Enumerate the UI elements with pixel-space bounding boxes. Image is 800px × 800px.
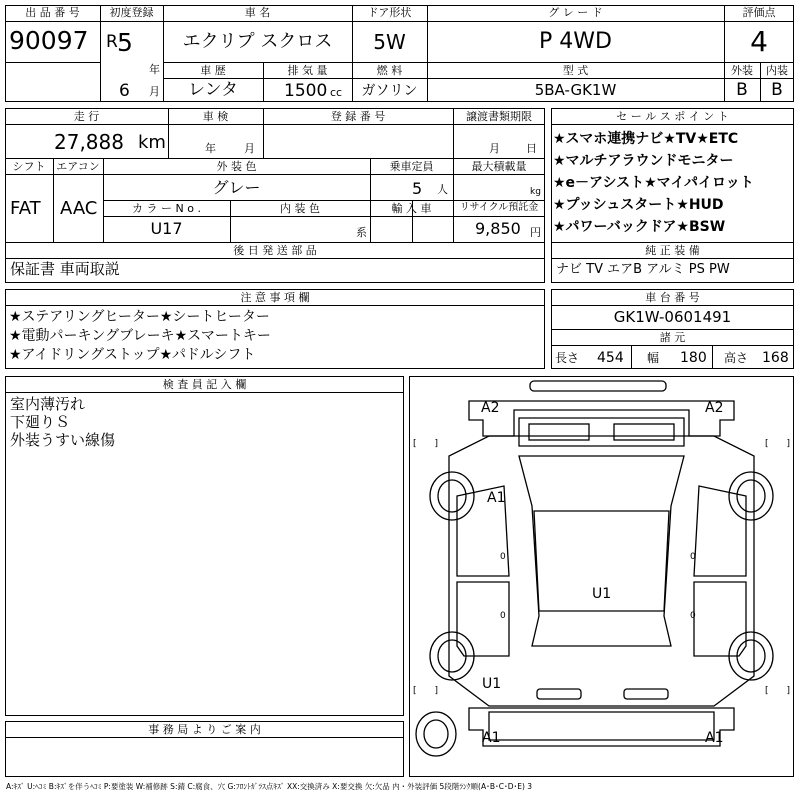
width-label: 幅 [647,351,660,365]
transfer-day-unit: 日 [526,142,537,155]
damage-mark: A1 [487,490,506,506]
selling-point-line: ★マルチアラウンドモニター [553,153,734,169]
inspector-note: 室内薄汚れ [10,395,86,413]
displacement-label: 排 気 量 [287,64,328,77]
cabin-outline [519,456,684,646]
bracket-mark: [ ] [765,686,791,696]
color-number-value: U17 [150,219,183,238]
color-number-label: カ ラ ー N o . [132,202,201,215]
model-value: 5BA-GK1W [534,81,617,99]
displacement-value: 1500 [284,81,328,101]
chassis-number-value: GK1W-0601491 [613,308,732,326]
grade-value: P 4WD [539,29,612,54]
hood-part [519,418,684,446]
max-load-unit: kg [530,187,541,197]
interior-grade-value: B [771,80,783,100]
interior-grade-label: 内装 [766,64,788,77]
damage-mark: A1 [482,730,501,746]
recycle-fee-label: リサイクル預託金 [459,202,539,213]
exterior-color-label: 外 装 色 [216,160,257,173]
width-value: 180 [680,350,707,366]
selling-points-label: セ ー ル ス ポ イ ン ト [616,110,729,123]
transfer-deadline-label: 譲渡書類期限 [466,110,532,123]
max-load-label: 最大積載量 [471,160,527,173]
bracket-mark: [ ] [413,686,439,696]
height-value: 168 [762,350,789,366]
grade-label: グ レ ー ド [548,6,603,19]
ac-value: AAC [60,198,98,219]
spare-wheel-inner [424,720,448,748]
tailgate-outline [489,712,714,740]
lot-number-value: 90097 [9,26,89,55]
first-reg-label: 初度登録 [109,6,154,19]
length-value: 454 [597,350,624,366]
inspection-month-unit: 月 [244,142,255,155]
capacity-value: 5 [412,179,423,198]
mileage-unit: km [138,132,166,153]
shift-value: FAT [10,198,41,219]
notes-line: ★アイドリングストップ★パドルシフト [9,347,256,363]
score-label: 評価点 [742,6,776,19]
door-label: ドア形状 [367,6,412,19]
wheel-rear-left-inner [438,640,466,672]
genuine-equipment-label: 純 正 装 備 [645,244,700,257]
damage-mark: A2 [481,400,500,416]
right-door-front [694,486,746,576]
shift-label: シフト [12,160,46,173]
selling-point-line: ★パワーバックドア★BSW [553,219,726,235]
inspection-year-unit: 年 [205,142,216,155]
displacement-unit: cc [330,86,343,99]
bracket-mark: [ ] [765,439,791,449]
office-notice-label: 事 務 局 よ り ご 案 内 [148,723,261,736]
mileage-label: 走 行 [73,110,100,123]
wheel-front-right [729,472,773,520]
notes-line: ★電動パーキングブレーキ★スマートキー [9,328,271,344]
wheel-rear-right-inner [737,640,765,672]
transfer-month-unit: 月 [489,142,500,155]
import-car-label: 輸 入 車 [391,202,432,215]
door-value: 5W [373,30,406,54]
wheel-front-left [430,472,474,520]
height-label: 高さ [724,351,749,365]
wheel-front-right-inner [737,480,765,512]
interior-color-unit: 系 [356,226,367,239]
hood-panel [614,424,674,440]
fuel-label: 燃 料 [376,64,403,77]
bracket-mark: [ ] [413,439,439,449]
dimensions-label: 諸 元 [659,331,686,344]
exterior-grade-value: B [736,80,748,100]
rear-bumper-part [624,689,668,699]
chassis-number-label: 車 台 番 号 [645,291,700,304]
exterior-color-value: グレー [212,178,261,197]
later-parts-value: 保証書 車両取説 [10,260,120,278]
history-label: 車 歴 [200,64,226,77]
ac-label: エアコン [56,160,100,173]
length-label: 長さ [555,351,580,365]
era-letter: R [106,32,118,52]
front-bumper-part [530,381,666,391]
car-name-value: エクリプ スクロス [182,31,333,52]
interior-color-label: 内 装 色 [280,202,320,215]
zero-mark: 0 [500,611,506,621]
recycle-fee-unit: 円 [530,226,541,239]
lot-number-label: 出 品 番 号 [25,6,80,19]
legend-footer: A:ｷｽﾞ U:ﾍｺﾐ B:ｷｽﾞを伴うﾍｺﾐ P:要塗装 W:補修跡 S:錆 C:腐食、穴 G:ﾌﾛﾝﾄｶﾞﾗｽ点ｷｽﾞ XX:交換済み X:要交換 欠:欠品 内・外装評価 5段階ﾗﾝｸ順(A･B･C･D･E) 3 [6,782,533,791]
damage-mark: A2 [705,400,724,416]
spare-wheel [416,712,456,756]
history-value: レンタ [188,80,238,100]
later-parts-label: 後 日 発 送 部 品 [233,244,317,257]
inspector-note: 下廻りＳ [10,413,71,431]
score-value: 4 [750,25,768,58]
zero-mark: 0 [500,552,506,562]
capacity-label: 乗車定員 [389,160,434,173]
inspection-label: 車 検 [202,110,229,123]
reg-month-value: 6 [119,81,130,101]
damage-mark: U1 [482,676,502,692]
car-outline-diagram [409,376,794,777]
selling-point-line: ★プッシュスタート★HUD [553,197,724,213]
inspector-note: 外装うすい線傷 [10,431,116,449]
zero-mark: 0 [690,552,696,562]
rear-bumper-part [537,689,581,699]
zero-mark: 0 [690,611,696,621]
notes-line: ★ステアリングヒーター★シートヒーター [9,309,270,325]
model-label: 型 式 [562,64,589,77]
selling-point-line: ★スマホ連携ナビ★TV★ETC [553,131,739,147]
month-unit: 月 [149,85,160,98]
hood-panel [529,424,589,440]
year-unit: 年 [149,63,160,76]
damage-mark: A1 [705,730,724,746]
capacity-unit: 人 [437,183,448,196]
fuel-value: ガソリン [361,83,418,99]
selling-point-line: ★e－アシスト★マイパイロット [553,175,754,191]
damage-mark: U1 [592,586,612,602]
right-door-rear [694,582,746,656]
reg-year-value: 5 [117,28,133,57]
recycle-fee-value: 9,850 [475,219,521,238]
notes-label: 注 意 事 項 欄 [240,291,310,304]
body-outline [449,436,754,706]
genuine-equipment-value: ナビ TV エアB アルミ PS PW [556,262,730,277]
mileage-value: 27,888 [54,130,124,154]
plate-label: 登 録 番 号 [330,110,386,123]
wheel-front-left-inner [438,480,466,512]
exterior-grade-label: 外装 [731,64,753,77]
car-name-label: 車 名 [244,6,271,19]
inspector-label: 検 査 員 記 入 欄 [162,378,247,391]
